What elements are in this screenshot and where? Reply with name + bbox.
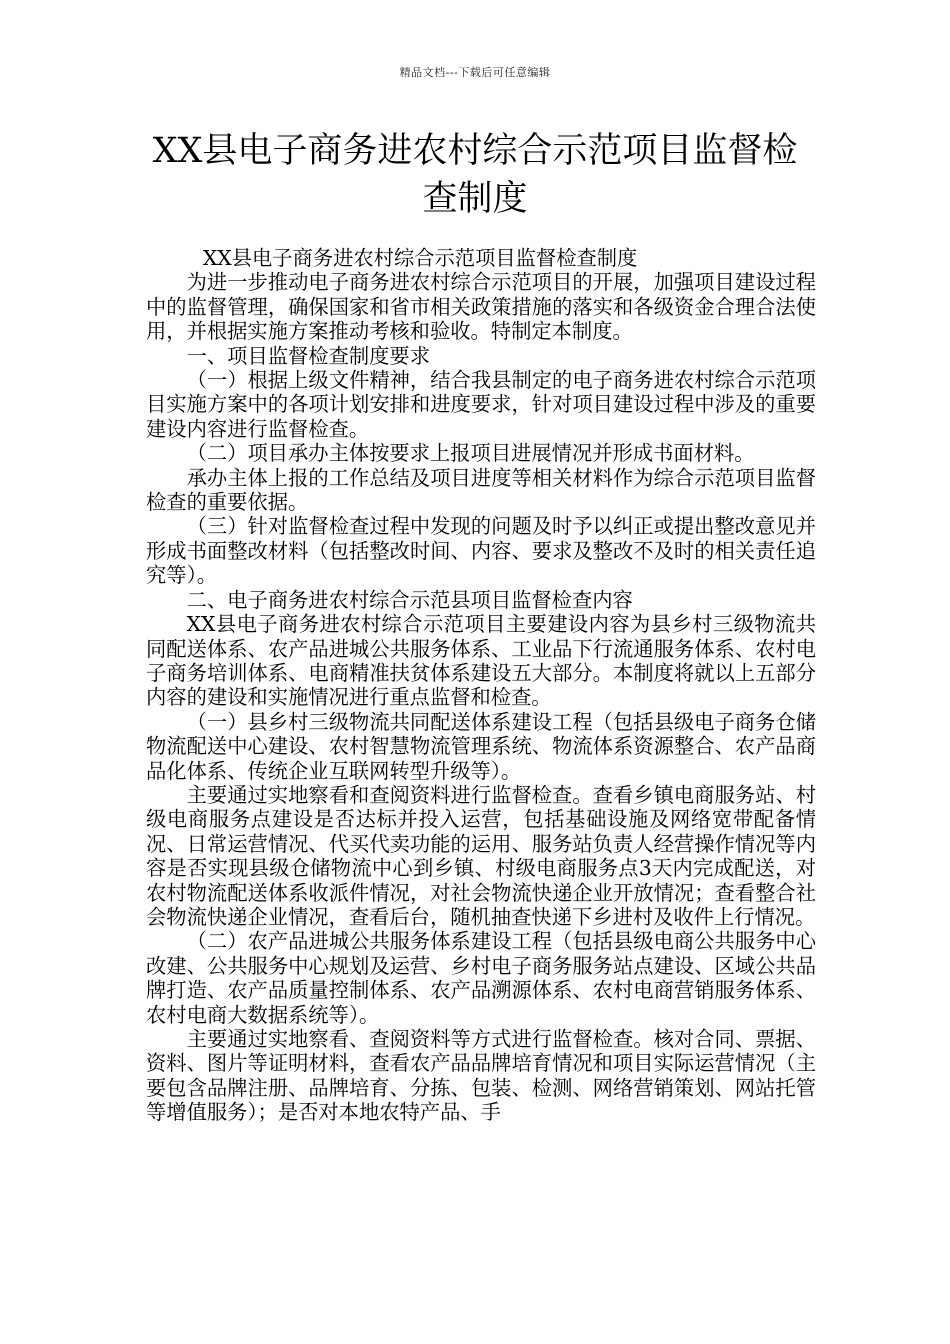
- body-paragraph: XX县电子商务进农村综合示范项目主要建设内容为县乡村三级物流共同配送体系、农产品进城公共服务体系、工业品下行流通服务体系、农村电子商务培训体系、电商精准扶贫体系建设五大部分。本制度将就以上五部分内容的建设和实施情况进行重点监督和检查。: [146, 612, 816, 710]
- body-paragraph: XX县电子商务进农村综合示范项目监督检查制度: [202, 246, 638, 270]
- body-paragraph: （二）农产品进城公共服务体系建设工程（包括县级电商公共服务中心改建、公共服务中心规划及运营、乡村电子商务服务站点建设、区域公共品牌打造、农产品质量控制体系、农产品溯源体系、农村电商营销服务体系、农村电商大数据系统等）。: [146, 929, 816, 1027]
- body-paragraph: （三）针对监督检查过程中发现的问题及时予以纠正或提出整改意见并形成书面整改材料（包括整改时间、内容、要求及整改不及时的相关责任追究等）。: [146, 514, 816, 588]
- body-paragraph: 主要通过实地察看和查阅资料进行监督检查。查看乡镇电商服务站、村级电商服务点建设是否达标并投入运营，包括基础设施及网络宽带配备情况、日常运营情况、代买代卖功能的运用、服务站负责人经营操作情况等内容是否实现县级仓储物流中心到乡镇、村级电商服务点3天内完成配送，对农村物流配送体系收派件情况，对社会物流快递企业开放情况；查看整合社会物流快递企业情况，查看后台，随机抽查快递下乡进村及收件上行情况。: [146, 782, 816, 929]
- body-paragraph: （一）县乡村三级物流共同配送体系建设工程（包括县级电子商务仓储物流配送中心建设、农村智慧物流管理系统、物流体系资源整合、农产品商品化体系、传统企业互联网转型升级等）。: [146, 709, 816, 783]
- body-paragraph: 主要通过实地察看、查阅资料等方式进行监督检查。核对合同、票据、资料、图片等证明材料，查看农产品品牌培育情况和项目实际运营情况（主要包含品牌注册、品牌培育、分拣、包装、检测、网络营销策划、网站托管等增值服务）；是否对本地农特产品、手: [146, 1027, 816, 1125]
- document-title: XX县电子商务进农村综合示范项目监督检查制度: [152, 131, 798, 219]
- header-note: 精品文档---下载后可任意编辑: [399, 66, 551, 79]
- body-paragraph: （一）根据上级文件精神，结合我县制定的电子商务进农村综合示范项目实施方案中的各项计划安排和进度要求，针对项目建设过程中涉及的重要建设内容进行监督检查。: [146, 368, 816, 441]
- body-paragraph: 承办主体上报的工作总结及项目进度等相关材料作为综合示范项目监督检查的重要依据。: [146, 465, 816, 515]
- section-heading: 一、项目监督检查制度要求: [186, 343, 430, 368]
- body-paragraph: （二）项目承办主体按要求上报项目进展情况并形成书面材料。: [186, 441, 755, 466]
- body-paragraph: 为进一步推动电子商务进农村综合示范项目的开展，加强项目建设过程中的监督管理，确保国家和省市相关政策措施的落实和各级资金合理合法使用，并根据实施方案推动考核和验收。特制定本制度。: [146, 270, 816, 344]
- section-heading: 二、电子商务进农村综合示范县项目监督检查内容: [186, 587, 633, 612]
- document-body: [146, 246, 816, 1125]
